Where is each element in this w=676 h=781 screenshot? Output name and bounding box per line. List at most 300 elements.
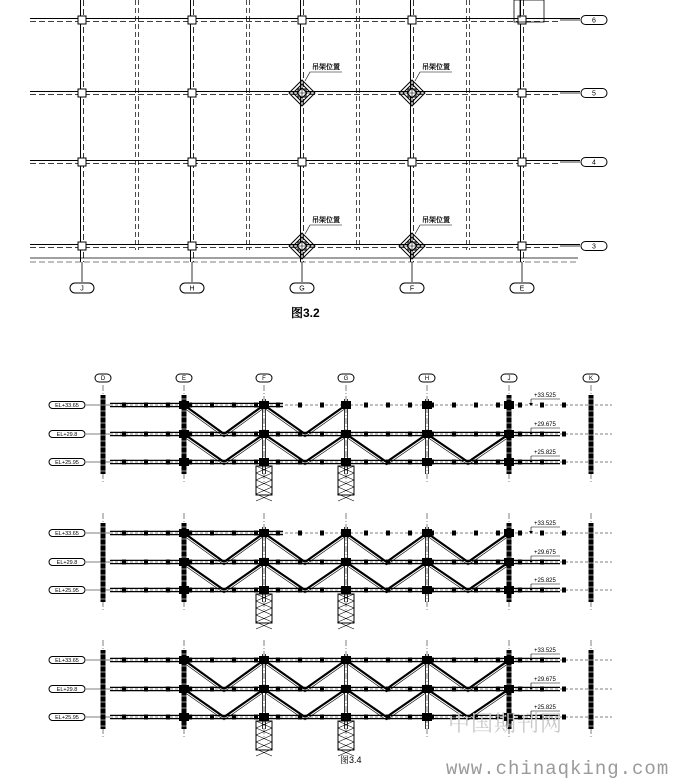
elev-stiffener bbox=[188, 460, 192, 465]
elev-stiffener bbox=[496, 432, 500, 437]
elev-stiffener bbox=[540, 460, 544, 465]
elev-stiffener bbox=[342, 687, 346, 692]
elev-stiffener bbox=[540, 588, 544, 593]
elev-stiffener bbox=[188, 588, 192, 593]
elev-stiffener bbox=[540, 531, 544, 536]
elev-stiffener bbox=[254, 403, 258, 408]
elev-stiffener bbox=[298, 658, 302, 663]
elev-brace bbox=[224, 533, 264, 562]
elev-joint-plate bbox=[179, 685, 189, 693]
elev-stiffener bbox=[298, 687, 302, 692]
elev-stiffener bbox=[408, 588, 412, 593]
elev-stiffener bbox=[364, 560, 368, 565]
elev-stiffener bbox=[518, 460, 522, 465]
elev-stiffener bbox=[122, 588, 126, 593]
elev-joint-plate bbox=[504, 656, 514, 664]
elev-stiffener bbox=[496, 658, 500, 663]
elev-stiffener bbox=[342, 658, 346, 663]
elev-stiffener bbox=[166, 403, 170, 408]
elev-stiffener bbox=[386, 460, 390, 465]
plan-col-axis-H-label: H bbox=[189, 285, 195, 293]
lift-label: 吊架位置 bbox=[422, 64, 450, 71]
elev-stiffener bbox=[122, 460, 126, 465]
elev-joint-plate bbox=[504, 458, 514, 466]
elev-stiffener bbox=[364, 715, 368, 720]
elev-stiffener bbox=[298, 715, 302, 720]
elev-stiffener bbox=[188, 531, 192, 536]
elev-stiffener bbox=[144, 460, 148, 465]
elev-stiffener bbox=[364, 658, 368, 663]
elev-stiffener bbox=[474, 403, 478, 408]
elev-stiffener bbox=[518, 687, 522, 692]
plan-column-node bbox=[518, 158, 526, 166]
elev-stiffener bbox=[452, 531, 456, 536]
elev-stiffener bbox=[386, 658, 390, 663]
elev-stiffener bbox=[496, 560, 500, 565]
elev-stiffener bbox=[320, 432, 324, 437]
elev-joint-plate bbox=[504, 401, 514, 409]
watermark-url: www.chinaqking.com bbox=[446, 758, 670, 780]
elev-mark-text: +33.525 bbox=[534, 648, 556, 654]
elev-stiffener bbox=[474, 588, 478, 593]
elev-stiffener bbox=[364, 588, 368, 593]
plan-row-axis-5-label: 5 bbox=[592, 90, 596, 98]
elev-stiffener bbox=[210, 658, 214, 663]
elev-stiffener bbox=[254, 531, 258, 536]
lift-label-leader bbox=[415, 72, 420, 81]
elev-stiffener bbox=[474, 531, 478, 536]
elev-stiffener bbox=[276, 560, 280, 565]
elev-stiffener bbox=[188, 560, 192, 565]
elev-stiffener bbox=[298, 403, 302, 408]
plan-row-axis-3-label: 3 bbox=[592, 243, 596, 251]
plan-column-node bbox=[188, 242, 196, 250]
elev-stiffener bbox=[364, 432, 368, 437]
elev-stiffener bbox=[540, 403, 544, 408]
elev-stiffener bbox=[562, 403, 566, 408]
elev-stiffener bbox=[518, 588, 522, 593]
elev-stiffener bbox=[430, 403, 434, 408]
elev-stiffener bbox=[474, 687, 478, 692]
elev-stiffener bbox=[430, 460, 434, 465]
elev-stiffener bbox=[276, 687, 280, 692]
elev-joint-plate bbox=[504, 430, 514, 438]
elev-stiffener bbox=[474, 460, 478, 465]
elev-brace bbox=[468, 533, 509, 562]
elev-stiffener bbox=[298, 588, 302, 593]
elev-stiffener bbox=[276, 588, 280, 593]
elev-stiffener bbox=[166, 560, 170, 565]
elev-mark-text: +25.825 bbox=[534, 450, 556, 456]
elev-stiffener bbox=[342, 560, 346, 565]
elev-stiffener bbox=[232, 588, 236, 593]
plan-column-node bbox=[408, 158, 416, 166]
elev-brace bbox=[427, 533, 468, 562]
elev-brace bbox=[184, 434, 224, 462]
elev-stiffener bbox=[254, 460, 258, 465]
elev-stiffener bbox=[430, 715, 434, 720]
elev-stiffener bbox=[518, 403, 522, 408]
elev-stiffener bbox=[276, 460, 280, 465]
elev-brace bbox=[224, 434, 264, 462]
elev-brace bbox=[468, 434, 509, 462]
elev-stiffener bbox=[518, 560, 522, 565]
elev-mark-text: +33.525 bbox=[534, 393, 556, 399]
elev-stiffener bbox=[364, 403, 368, 408]
elev-stiffener bbox=[144, 715, 148, 720]
elev-stiffener bbox=[474, 432, 478, 437]
elev-mark-arrow bbox=[529, 432, 533, 435]
plan-column-node bbox=[78, 158, 86, 166]
plan-column-node bbox=[78, 242, 86, 250]
elev-stiffener bbox=[496, 588, 500, 593]
elev-mark-arrow bbox=[529, 460, 533, 463]
elev-stiffener bbox=[562, 560, 566, 565]
elev-stiffener bbox=[122, 658, 126, 663]
elev-stiffener bbox=[496, 531, 500, 536]
elev-stiffener bbox=[254, 687, 258, 692]
elev-stiffener bbox=[430, 687, 434, 692]
elev-stiffener bbox=[210, 687, 214, 692]
elev-brace bbox=[468, 562, 509, 590]
elev-main-column bbox=[589, 650, 594, 729]
elev-stiffener bbox=[562, 531, 566, 536]
elev-mark-text: +29.675 bbox=[534, 677, 556, 683]
plan-column-node bbox=[188, 158, 196, 166]
lift-point-0 bbox=[289, 62, 342, 106]
elev-level-tag-label: EL+25.95 bbox=[55, 459, 79, 466]
elev-stiffener bbox=[386, 687, 390, 692]
elev-stiffener bbox=[320, 658, 324, 663]
lift-point-2 bbox=[289, 215, 342, 259]
elev-stiffener bbox=[320, 531, 324, 536]
elev-stiffener bbox=[254, 588, 258, 593]
plan-column-node bbox=[188, 16, 196, 24]
elev-col-axis-E-label: E bbox=[181, 376, 187, 383]
elev-main-column bbox=[101, 523, 106, 602]
elev-stiffener bbox=[210, 432, 214, 437]
elev-brace bbox=[305, 434, 346, 462]
elev-joint-plate bbox=[259, 430, 269, 438]
elev-brace bbox=[184, 533, 224, 562]
lift-label-leader bbox=[415, 225, 420, 234]
elev-stiffener bbox=[166, 715, 170, 720]
elev-stiffener bbox=[210, 403, 214, 408]
elev-joint-plate bbox=[179, 586, 189, 594]
elev-joint-plate bbox=[259, 401, 269, 409]
elev-stiffener bbox=[430, 588, 434, 593]
elev-stiffener bbox=[144, 403, 148, 408]
elev-brace bbox=[224, 405, 264, 434]
elev-brace bbox=[427, 434, 468, 462]
elev-brace bbox=[468, 660, 509, 689]
plan-col-axis-G-label: G bbox=[299, 285, 305, 293]
elev-stiffener bbox=[320, 687, 324, 692]
elev-stiffener bbox=[496, 687, 500, 692]
elev-mark-arrow bbox=[529, 658, 533, 661]
elev-brace bbox=[264, 405, 305, 434]
elev-stiffener bbox=[166, 460, 170, 465]
elev-joint-plate bbox=[259, 586, 269, 594]
elev-stiffener bbox=[452, 687, 456, 692]
elev-stiffener bbox=[122, 687, 126, 692]
elev-stiffener bbox=[342, 432, 346, 437]
plan-col-axis-J-label: J bbox=[80, 285, 84, 293]
elev-joint-plate bbox=[179, 558, 189, 566]
elev-stiffener bbox=[386, 715, 390, 720]
elev-stiffener bbox=[166, 432, 170, 437]
elev-mark-text: +29.675 bbox=[534, 550, 556, 556]
elev-joint-plate bbox=[179, 713, 189, 721]
elev-stiffener bbox=[188, 403, 192, 408]
elev-brace bbox=[184, 562, 224, 590]
elev-brace bbox=[346, 434, 387, 462]
elev-stiffener bbox=[166, 588, 170, 593]
elev-stiffener bbox=[408, 432, 412, 437]
elev-brace bbox=[305, 405, 346, 434]
elev-mark-arrow bbox=[529, 403, 533, 406]
elev-col-axis-H-label: H bbox=[424, 376, 430, 383]
elev-stiffener bbox=[210, 560, 214, 565]
elev-stiffener bbox=[496, 460, 500, 465]
elev-brace bbox=[184, 689, 224, 717]
elev-col-axis-F-label: F bbox=[262, 376, 266, 383]
elev-stiffener bbox=[276, 531, 280, 536]
elev-stiffener bbox=[122, 432, 126, 437]
elev-brace bbox=[387, 689, 428, 717]
elev-col-axis-G-label: G bbox=[343, 376, 349, 383]
elev-brace bbox=[427, 660, 468, 689]
elev-stiffener bbox=[320, 715, 324, 720]
elev-brace bbox=[224, 689, 264, 717]
elev-mark-arrow bbox=[529, 531, 533, 534]
elev-brace bbox=[305, 562, 346, 590]
elev-joint-plate bbox=[179, 401, 189, 409]
elev-stiffener bbox=[408, 658, 412, 663]
elev-col-axis-D-label: D bbox=[100, 376, 106, 383]
elev-joint-plate bbox=[259, 713, 269, 721]
elev-stiffener bbox=[166, 658, 170, 663]
elev-stiffener bbox=[210, 460, 214, 465]
elev-stiffener bbox=[408, 560, 412, 565]
elev-stiffener bbox=[232, 432, 236, 437]
elev-brace bbox=[387, 660, 428, 689]
elev-brace bbox=[427, 562, 468, 590]
elev-stiffener bbox=[232, 715, 236, 720]
elev-stiffener bbox=[474, 560, 478, 565]
elev-joint-plate bbox=[179, 656, 189, 664]
elev-stiffener bbox=[254, 658, 258, 663]
elev-brace bbox=[264, 533, 305, 562]
elev-stiffener bbox=[210, 715, 214, 720]
elev-stiffener bbox=[232, 403, 236, 408]
elev-stiffener bbox=[540, 687, 544, 692]
elev-stiffener bbox=[254, 432, 258, 437]
elev-joint-plate bbox=[504, 685, 514, 693]
elev-stiffener bbox=[364, 460, 368, 465]
elev-stiffener bbox=[518, 658, 522, 663]
elev-stiffener bbox=[518, 531, 522, 536]
elev-joint-plate bbox=[504, 529, 514, 537]
elev-stiffener bbox=[144, 588, 148, 593]
elev-mark-text: +33.525 bbox=[534, 521, 556, 527]
elev-brace bbox=[387, 562, 428, 590]
elev-stiffener bbox=[342, 715, 346, 720]
elev-stiffener bbox=[452, 403, 456, 408]
elev-stiffener bbox=[188, 687, 192, 692]
elev-brace bbox=[305, 689, 346, 717]
elev-stiffener bbox=[188, 658, 192, 663]
elev-stiffener bbox=[562, 432, 566, 437]
elev-stiffener bbox=[386, 531, 390, 536]
plan-col-axis-F-label: F bbox=[409, 285, 415, 293]
elev-level-tag-label: EL+33.65 bbox=[55, 657, 79, 664]
elev-level-tag-label: EL+33.65 bbox=[55, 402, 79, 409]
elev-stiffener bbox=[276, 432, 280, 437]
elev-joint-plate bbox=[259, 458, 269, 466]
plan-col-axis-E-label: E bbox=[519, 285, 525, 293]
elev-brace bbox=[346, 660, 387, 689]
elev-joint-plate bbox=[259, 558, 269, 566]
elev-stiffener bbox=[210, 588, 214, 593]
plan-column-node bbox=[188, 89, 196, 97]
lift-label-leader bbox=[305, 72, 310, 81]
elev-stiffener bbox=[122, 403, 126, 408]
elev-stiffener bbox=[298, 531, 302, 536]
plan-column-node bbox=[78, 16, 86, 24]
elev-stiffener bbox=[298, 460, 302, 465]
elev-level-tag-label: EL+25.95 bbox=[55, 714, 79, 721]
elev-stiffener bbox=[430, 432, 434, 437]
elev-stiffener bbox=[386, 560, 390, 565]
elev-stiffener bbox=[430, 560, 434, 565]
figure-3-2-caption: 图3.2 bbox=[291, 306, 320, 320]
elev-stiffener bbox=[188, 432, 192, 437]
elev-stiffener bbox=[452, 432, 456, 437]
elev-mark-text: +25.825 bbox=[534, 578, 556, 584]
elev-stiffener bbox=[452, 460, 456, 465]
elev-stiffener bbox=[320, 560, 324, 565]
elev-joint-plate bbox=[179, 458, 189, 466]
elev-stiffener bbox=[408, 403, 412, 408]
elev-stiffener bbox=[122, 531, 126, 536]
elev-brace bbox=[184, 405, 224, 434]
elev-stiffener bbox=[562, 588, 566, 593]
elev-level-tag-label: EL+29.8 bbox=[56, 559, 78, 566]
elevation-view-3 bbox=[49, 640, 612, 756]
elev-stiffener bbox=[144, 531, 148, 536]
elev-stiffener bbox=[320, 460, 324, 465]
elev-stiffener bbox=[540, 658, 544, 663]
elev-main-column bbox=[589, 395, 594, 474]
lift-label: 吊架位置 bbox=[312, 64, 340, 71]
elev-joint-plate bbox=[259, 685, 269, 693]
elev-stiffener bbox=[232, 687, 236, 692]
elev-stiffener bbox=[430, 531, 434, 536]
elev-stiffener bbox=[408, 715, 412, 720]
elev-main-column bbox=[589, 523, 594, 602]
elev-stiffener bbox=[408, 687, 412, 692]
elev-level-tag-label: EL+29.8 bbox=[56, 686, 78, 693]
lift-label-leader bbox=[305, 225, 310, 234]
plan-column-node bbox=[518, 89, 526, 97]
elevation-view-1 bbox=[49, 385, 612, 501]
elev-stiffener bbox=[562, 658, 566, 663]
elev-mark-text: +25.825 bbox=[534, 705, 556, 711]
elev-stiffener bbox=[562, 687, 566, 692]
elev-stiffener bbox=[452, 588, 456, 593]
elev-stiffener bbox=[452, 560, 456, 565]
elev-brace bbox=[264, 660, 305, 689]
elev-stiffener bbox=[342, 460, 346, 465]
elev-stiffener bbox=[276, 403, 280, 408]
elev-brace bbox=[305, 660, 346, 689]
elev-stiffener bbox=[364, 687, 368, 692]
plan-column-node bbox=[78, 89, 86, 97]
elev-joint-plate bbox=[179, 529, 189, 537]
elev-stiffener bbox=[408, 460, 412, 465]
elev-stiffener bbox=[298, 432, 302, 437]
elev-joint-plate bbox=[504, 586, 514, 594]
elev-stiffener bbox=[342, 531, 346, 536]
lift-point-1 bbox=[399, 62, 452, 106]
elev-stiffener bbox=[540, 432, 544, 437]
elev-stiffener bbox=[122, 715, 126, 720]
elev-joint-plate bbox=[259, 656, 269, 664]
elev-mark-arrow bbox=[529, 560, 533, 563]
elev-stiffener bbox=[364, 531, 368, 536]
elevation-drawings bbox=[49, 374, 612, 756]
elev-col-axis-K-label: K bbox=[588, 376, 594, 383]
elev-stiffener bbox=[254, 560, 258, 565]
elev-stiffener bbox=[430, 658, 434, 663]
elev-stiffener bbox=[342, 588, 346, 593]
watermark-chinese: 中国期刊网 bbox=[448, 711, 564, 736]
lift-point-3 bbox=[399, 215, 452, 259]
plan-column-node bbox=[298, 16, 306, 24]
elev-stiffener bbox=[232, 560, 236, 565]
elev-mark-text: +29.675 bbox=[534, 422, 556, 428]
elev-stiffener bbox=[144, 687, 148, 692]
elev-brace bbox=[387, 533, 428, 562]
elev-stiffener bbox=[386, 588, 390, 593]
elev-brace bbox=[264, 562, 305, 590]
elev-col-axis-J-label: J bbox=[507, 376, 511, 383]
plan-column-node bbox=[518, 242, 526, 250]
elev-mark-arrow bbox=[529, 687, 533, 690]
elev-stiffener bbox=[276, 658, 280, 663]
elev-stiffener bbox=[232, 658, 236, 663]
elev-brace bbox=[224, 660, 264, 689]
elev-joint-plate bbox=[179, 430, 189, 438]
elev-stiffener bbox=[386, 432, 390, 437]
elev-stiffener bbox=[254, 715, 258, 720]
elev-brace bbox=[264, 689, 305, 717]
elev-stiffener bbox=[408, 531, 412, 536]
elev-main-column bbox=[101, 395, 106, 474]
plan-column-node bbox=[518, 16, 526, 24]
elev-stiffener bbox=[342, 403, 346, 408]
elev-stiffener bbox=[276, 715, 280, 720]
elevation-view-2 bbox=[49, 513, 612, 629]
elev-brace bbox=[305, 533, 346, 562]
elev-stiffener bbox=[210, 531, 214, 536]
elev-main-column bbox=[101, 650, 106, 729]
elev-brace bbox=[346, 689, 387, 717]
elev-stiffener bbox=[320, 403, 324, 408]
elev-stiffener bbox=[166, 687, 170, 692]
elev-stiffener bbox=[452, 658, 456, 663]
